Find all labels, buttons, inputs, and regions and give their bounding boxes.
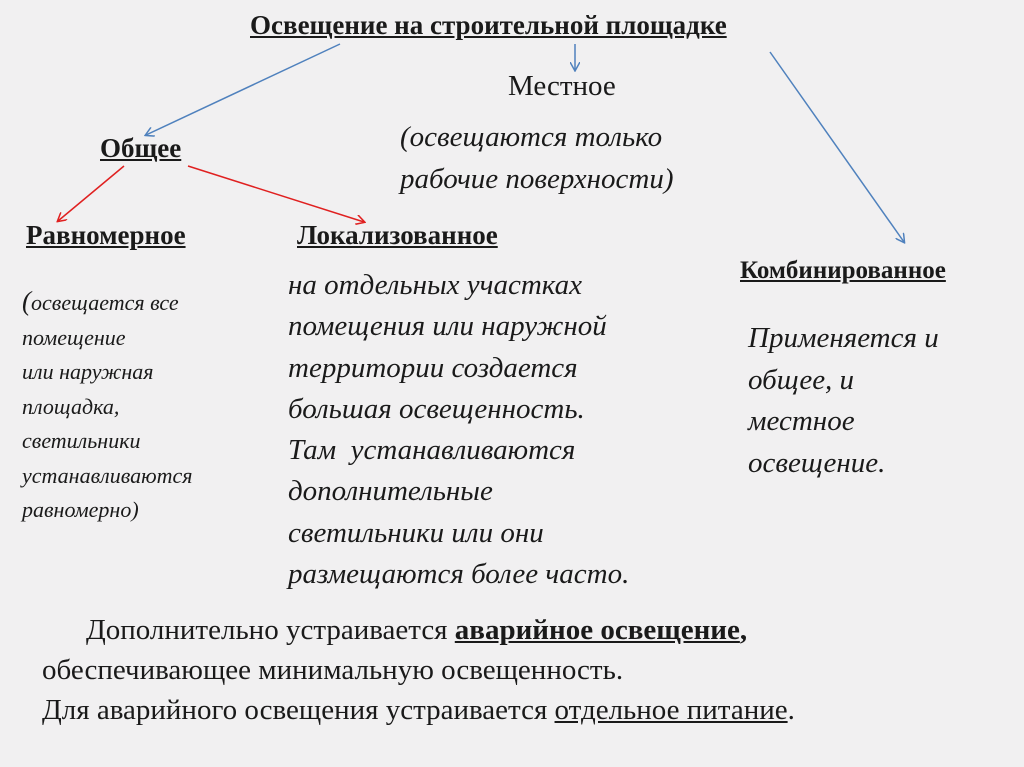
combined-description-line: Применяется и <box>748 322 939 354</box>
localized-description-line: размещаются более часто. <box>288 558 630 591</box>
general-heading: Общее <box>100 133 182 163</box>
combined-description-line: местное <box>748 405 855 437</box>
uniform-description-line: устанавливаются <box>22 462 193 488</box>
uniform-description <box>22 284 262 528</box>
uniform-description-line: или наружная <box>22 359 154 384</box>
uniform-open-paren: ( <box>22 286 31 316</box>
combined-description <box>748 318 1008 484</box>
local-description-line: рабочие поверхности) <box>400 163 674 195</box>
footer-line-1-comma: , <box>739 614 748 646</box>
uniform-description-line: помещение <box>22 324 126 350</box>
footer-line-1 <box>42 610 1002 650</box>
footer-line-1-text: Дополнительно устраивается <box>86 614 455 646</box>
emergency-lighting-term: аварийное освещение <box>454 614 740 646</box>
footer-line-3 <box>42 690 1002 730</box>
localized-heading: Локализованное <box>297 220 498 250</box>
combined-description-line: освещение. <box>748 446 886 479</box>
uniform-description-line: площадка, <box>22 393 120 419</box>
localized-description-line: территории создается <box>288 351 578 384</box>
arrow-general-to-uniform <box>58 166 124 221</box>
localized-description-line: Там устанавливаются <box>288 434 576 467</box>
uniform-description-line: равномерно) <box>22 497 139 522</box>
localized-description-line: дополнительные <box>288 475 493 508</box>
local-heading: Местное <box>508 70 616 102</box>
uniform-description-line: освещается все <box>31 290 179 315</box>
footer-line-3-text: Для аварийного освещения устраивается <box>42 694 555 726</box>
uniform-heading: Равномерное <box>26 220 186 250</box>
localized-description <box>288 265 708 595</box>
footer-note <box>42 610 1002 730</box>
footer-line-2: обеспечивающее минимальную освещенность. <box>42 654 624 686</box>
arrow-title-to-general <box>146 44 340 135</box>
arrow-title-to-combined <box>770 52 904 242</box>
separate-power-term: отдельное питание <box>554 694 788 726</box>
local-description <box>400 116 740 200</box>
footer-line-3-period: . <box>787 694 795 726</box>
combined-description-line: общее, и <box>748 363 855 396</box>
local-description-line: (освещаются только <box>400 121 663 153</box>
uniform-description-line: светильники <box>22 428 141 453</box>
diagram-title: Освещение на строительной площадке <box>250 10 727 40</box>
combined-heading: Комбинированное <box>740 257 946 284</box>
localized-description-line: помещения или наружной <box>288 310 607 343</box>
localized-description-line: на отдельных участках <box>288 269 582 301</box>
localized-description-line: светильники или они <box>288 516 544 549</box>
arrow-general-to-localized <box>188 166 364 222</box>
localized-description-line: большая освещенность. <box>288 392 585 425</box>
